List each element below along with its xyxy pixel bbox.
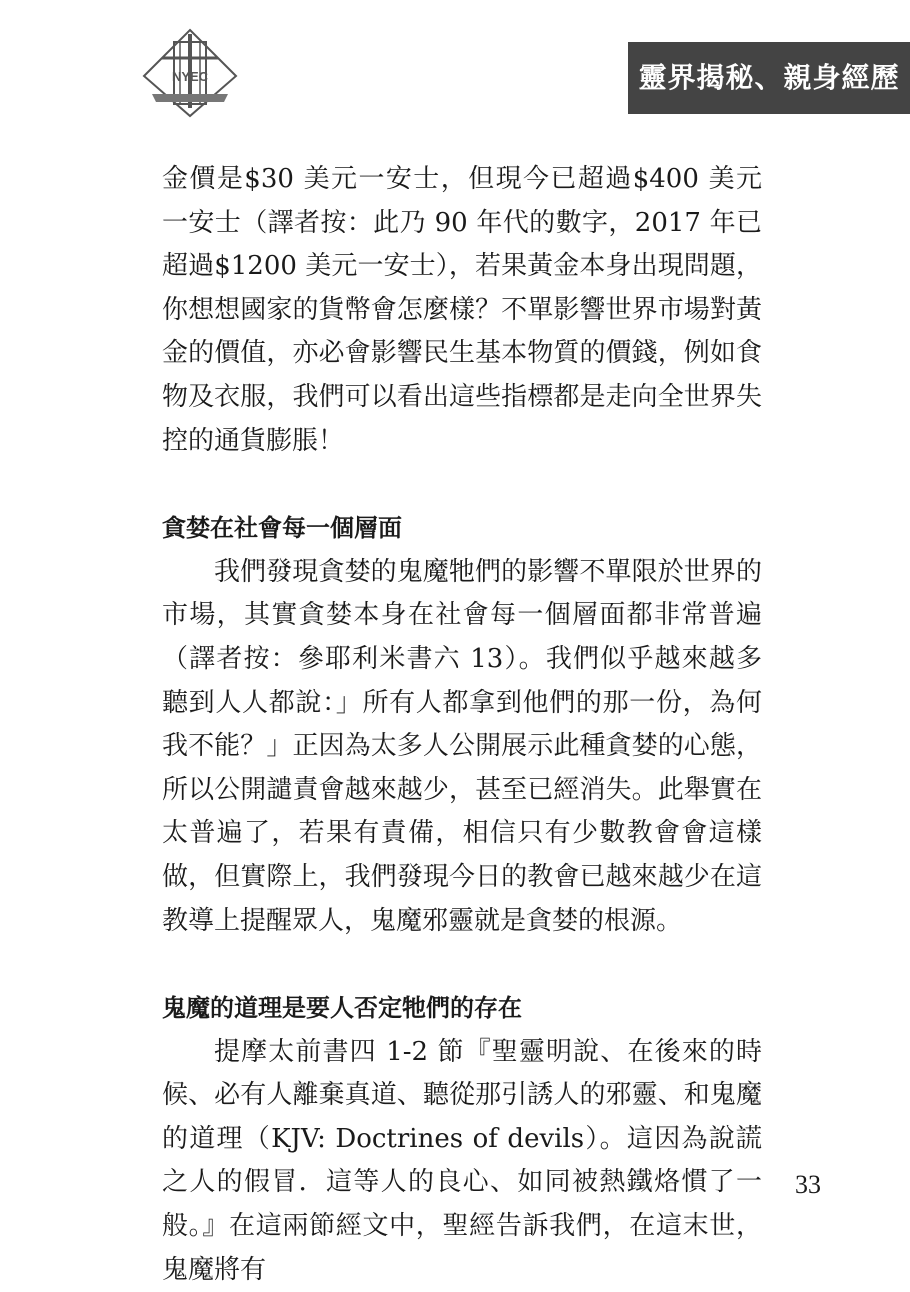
spacer: [162, 943, 762, 987]
chapter-banner: 靈界揭秘、親身經歷: [628, 42, 910, 114]
nyec-logo: [140, 28, 240, 118]
page-number: 33: [795, 1170, 821, 1199]
spacer: [162, 463, 762, 507]
paragraph-doctrine: 提摩太前書四 1-2 節『聖靈明說、在後來的時候、必有人離棄真道、聽從那引誘人的邪靈、和鬼魔的道理（KJV: Doctrines of devils）。這因為說謊之人的假冒．這等人的良心、如同被熱鐵烙慣了一般。』在這兩節經文中，聖經告訴我們，在這末世，鬼魔將有: [162, 1036, 762, 1285]
section-heading-doctrine: 鬼魔的道理是要人否定牠們的存在: [162, 994, 522, 1023]
logo-text: NYEC: [171, 69, 209, 84]
page-body: [162, 158, 762, 1292]
nyec-emblem-icon: [140, 28, 240, 118]
paragraph-greed: 我們發現貪婪的鬼魔牠們的影響不單限於世界的市場，其實貪婪本身在社會每一個層面都非常普遍（譯者按：參耶利米書六 13）。我們似乎越來越多聽到人人都說：」所有人都拿到他們的那一份，為何我不能？」正因為太多人公開展示此種貪婪的心態，所以公開譴責會越來越少，甚至已經消失。此舉實在太普遍了，若果有責備，相信只有少數教會會這樣做，但實際上，我們發現今日的教會已越來越少在這教導上提醒眾人，鬼魔邪靈就是貪婪的根源。: [162, 556, 762, 936]
section-heading-greed: 貪婪在社會每一個層面: [162, 514, 402, 543]
paragraph-gold-price: 金價是$30 美元一安士，但現今已超過$400 美元一安士（譯者按：此乃 90 年代的數字，2017 年已超過$1200 美元一安士），若果黃金本身出現問題，你想想國家的貨幣會怎麼樣？不單影響世界市場對黃金的價值，亦必會影響民生基本物質的價錢，例如食物及衣服，我們可以看出這些指標都是走向全世界失控的通貨膨脹！: [162, 164, 762, 456]
